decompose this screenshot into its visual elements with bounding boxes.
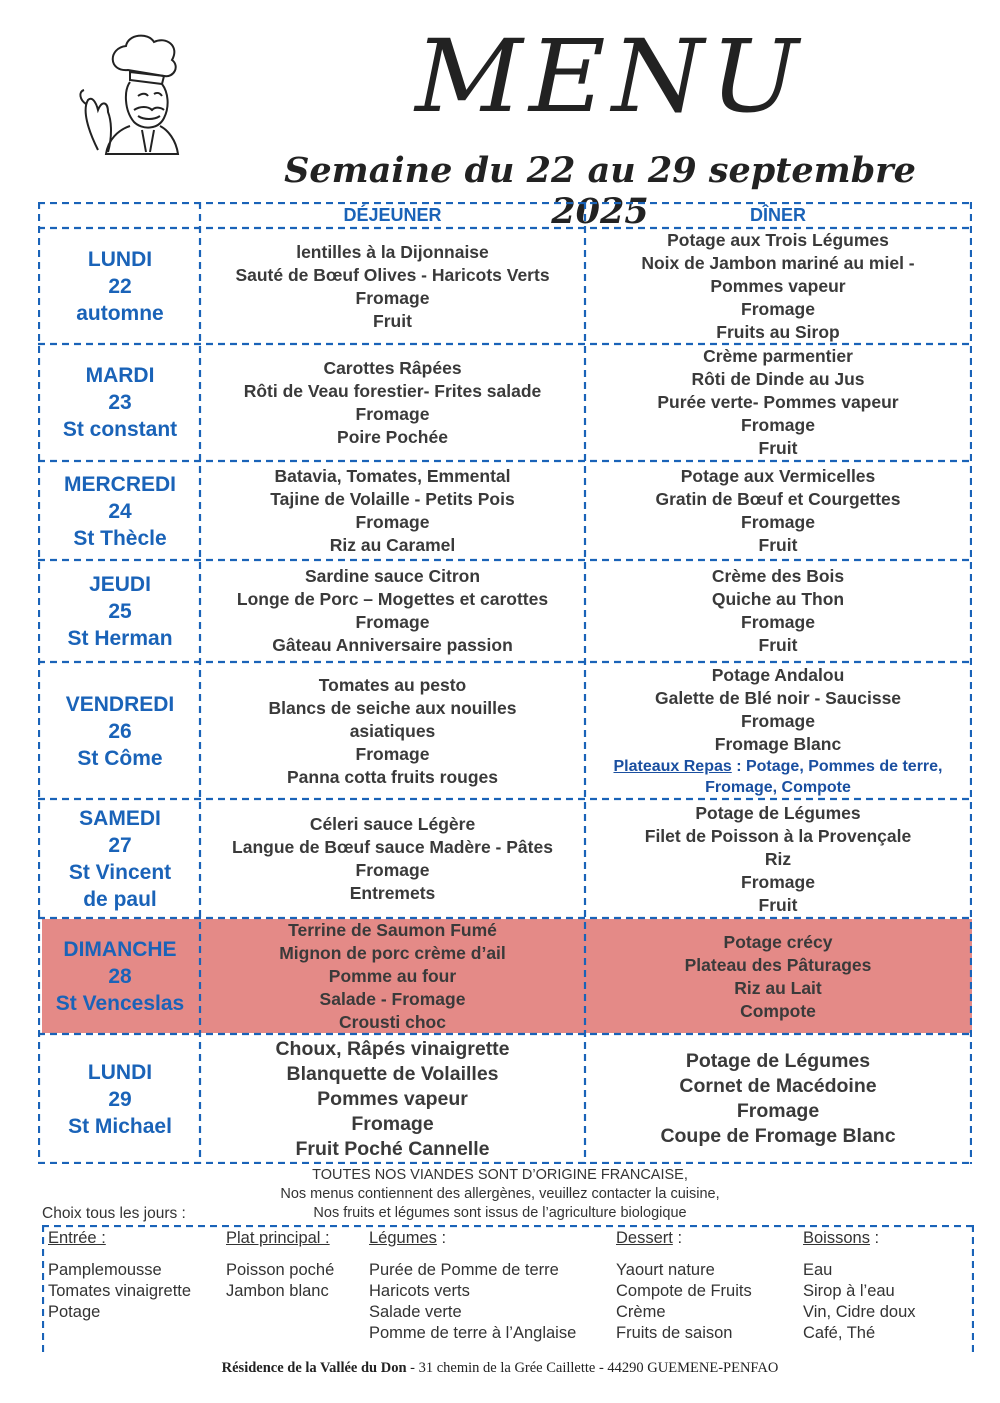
- dish: Fruit: [758, 894, 798, 915]
- dish: Fromage: [736, 1100, 820, 1122]
- day-number: 23: [108, 391, 132, 414]
- choice-item: Poisson poché: [226, 1261, 335, 1279]
- dish: Fruits au Sirop: [716, 322, 840, 342]
- dish: Fromage: [741, 512, 815, 532]
- dish: Fromage: [351, 1112, 434, 1135]
- dish: Fromage: [741, 871, 815, 892]
- dish: Compote: [740, 1000, 816, 1021]
- notes-block: [200, 1166, 800, 1223]
- day-saint: automne: [76, 302, 164, 325]
- plateau-repas-note: [608, 756, 948, 798]
- choice-item: Purée de Pomme de terre: [369, 1261, 559, 1279]
- dish: Noix de Jambon mariné au miel -: [641, 253, 915, 273]
- day-number: 22: [108, 275, 132, 298]
- dish: Pommes vapeur: [710, 276, 846, 296]
- daily-choice-label: Choix tous les jours :: [42, 1205, 186, 1222]
- day-saint: St Herman: [67, 626, 173, 650]
- day-name: VENDREDI: [65, 692, 175, 716]
- dinner-cell: [585, 462, 971, 560]
- dish: Rôti de Veau forestier- Frites salade: [243, 380, 542, 401]
- dish: Potage aux Trois Légumes: [667, 230, 889, 250]
- dish: Tomates au pesto: [318, 674, 467, 695]
- day-number: 29: [108, 1087, 132, 1111]
- day-saint: St Michael: [68, 1114, 172, 1138]
- dish: Fromage: [355, 860, 430, 880]
- dinner-column-header: DÎNER: [749, 205, 806, 225]
- dish: Fruit: [373, 310, 412, 331]
- choice-item: Potage: [48, 1303, 101, 1321]
- dish: Blancs de seiche aux nouilles: [268, 697, 517, 718]
- dish: Crousti choc: [339, 1012, 446, 1032]
- dish: Cornet de Macédoine: [679, 1075, 877, 1097]
- dinner-cell: [585, 561, 971, 661]
- page-title: MENU: [415, 18, 805, 135]
- dish: Céleri sauce Légère: [309, 814, 476, 834]
- dish: Poire Pochée: [337, 426, 448, 447]
- footer-address: [0, 1360, 1000, 1377]
- dish: Salade - Fromage: [319, 989, 466, 1009]
- choice-column-entree: [48, 1228, 191, 1323]
- lunch-cell: [200, 1035, 585, 1163]
- lunch-cell: [200, 919, 585, 1034]
- choice-title: Plat principal :: [226, 1229, 330, 1247]
- dish: Crème des Bois: [711, 566, 845, 586]
- dish: Panna cotta fruits rouges: [286, 766, 498, 787]
- lunch-cell: [200, 229, 585, 344]
- dish: Potage de Légumes: [685, 1050, 871, 1072]
- dish: Fromage: [355, 743, 430, 764]
- dish: Potage Andalou: [711, 665, 845, 685]
- day-cell: [40, 800, 200, 918]
- dish: Riz au Caramel: [329, 535, 456, 555]
- dish: Fruit: [758, 635, 798, 655]
- note-origin: TOUTES NOS VIANDES SONT D’ORIGINE FRANCAISE,: [312, 1167, 688, 1183]
- dish: Fromage: [355, 287, 430, 308]
- day-number: 27: [108, 834, 132, 857]
- choice-column-plat: [226, 1228, 334, 1302]
- choice-item: Pamplemousse: [48, 1261, 162, 1279]
- residence-address: - 31 chemin de la Grée Caillette - 44290 GUEMENE-PENFAO: [406, 1360, 779, 1376]
- dish: Blanquette de Volailles: [286, 1062, 499, 1085]
- day-number: 25: [108, 599, 132, 623]
- dish: lentilles à la Dijonnaise: [296, 241, 489, 262]
- lunch-column-header: DÉJEUNER: [343, 205, 442, 225]
- choice-item: Sirop à l’eau: [803, 1282, 895, 1300]
- dish: Fromage: [355, 612, 430, 632]
- chef-illustration-icon: [68, 30, 218, 180]
- dish: Fruit: [758, 438, 798, 458]
- plateau-repas-link[interactable]: Plateaux Repas: [613, 758, 732, 775]
- dish: Gâteau Anniversaire passion: [272, 635, 513, 655]
- dish: Pommes vapeur: [317, 1087, 468, 1110]
- day-saint: St Thècle: [73, 526, 167, 550]
- plateau-repas-text: : Potage, Pommes de terre, Fromage, Compote: [705, 758, 943, 796]
- choice-title-suffix: :: [869, 1229, 880, 1247]
- dish: Entremets: [349, 883, 436, 903]
- choice-item: Salade verte: [369, 1303, 462, 1321]
- dinner-cell: [585, 919, 971, 1034]
- week-subtitle: Semaine du 22 au 29 septembre 2025: [284, 150, 916, 232]
- day-name: DIMANCHE: [63, 938, 177, 961]
- dish: Sauté de Bœuf Olives - Haricots Verts: [235, 264, 550, 285]
- day-number: 26: [108, 719, 132, 743]
- dish: Coupe de Fromage Blanc: [660, 1125, 896, 1147]
- day-name: JEUDI: [89, 572, 151, 596]
- dish: Longe de Porc – Mogettes et carottes: [236, 589, 549, 609]
- lunch-cell: [200, 800, 585, 918]
- choice-item: Fruits de saison: [616, 1324, 733, 1342]
- choice-title-suffix: :: [672, 1229, 683, 1247]
- dish: Crème parmentier: [703, 346, 853, 366]
- lunch-cell: [200, 663, 585, 799]
- residence-name: Résidence de la Vallée du Don: [221, 1360, 407, 1376]
- day-name: SAMEDI: [79, 807, 161, 830]
- day-cell: [40, 1035, 200, 1163]
- dish: Fromage: [741, 711, 815, 731]
- day-cell: [40, 462, 200, 560]
- day-cell: [40, 345, 200, 460]
- dish: asiatiques: [349, 720, 436, 741]
- lunch-cell: [200, 345, 585, 460]
- choice-item: Haricots verts: [369, 1282, 470, 1300]
- note-allergens: Nos menus contiennent des allergènes, veuillez contacter la cuisine,: [280, 1186, 720, 1202]
- day-cell: [40, 919, 200, 1034]
- choice-item: Compote de Fruits: [616, 1282, 752, 1300]
- dish: Tajine de Volaille - Petits Pois: [270, 489, 515, 509]
- dish: Fromage: [741, 612, 815, 632]
- dish: Langue de Bœuf sauce Madère - Pâtes: [232, 837, 553, 857]
- dish: Gratin de Bœuf et Courgettes: [655, 489, 901, 509]
- day-name: MERCREDI: [63, 472, 176, 496]
- dish: Carottes Râpées: [323, 357, 462, 378]
- dish: Choux, Râpés vinaigrette: [275, 1037, 510, 1060]
- day-saint: St Vincent de paul: [68, 861, 172, 911]
- lunch-cell: [200, 561, 585, 661]
- choice-title-suffix: :: [436, 1229, 447, 1247]
- day-number: 28: [108, 965, 132, 988]
- dish: Sardine sauce Citron: [304, 566, 481, 586]
- dish: Plateau des Pâturages: [684, 954, 872, 975]
- choice-column-boissons: [803, 1228, 916, 1344]
- choice-title: Dessert: [616, 1229, 673, 1247]
- dish: Rôti de Dinde au Jus: [691, 369, 865, 389]
- day-name: LUNDI: [87, 248, 153, 271]
- dish: Mignon de porc crème d’ail: [279, 943, 506, 963]
- dish: Filet de Poisson à la Provençale: [644, 825, 912, 846]
- dinner-cell: [585, 1035, 971, 1163]
- choice-item: Jambon blanc: [226, 1282, 329, 1300]
- dish: Potage aux Vermicelles: [680, 466, 876, 486]
- choice-item: Crème: [616, 1303, 666, 1321]
- choice-title: Entrée :: [48, 1229, 106, 1247]
- dish: Riz au Lait: [734, 977, 822, 998]
- lunch-cell: [200, 462, 585, 560]
- day-saint: St Venceslas: [55, 992, 185, 1015]
- dish: Fruit Poché Cannelle: [295, 1137, 490, 1160]
- dish: Terrine de Saumon Fumé: [288, 920, 497, 940]
- day-cell: [40, 663, 200, 799]
- dish: Fromage: [741, 415, 815, 435]
- dish: Quiche au Thon: [711, 589, 845, 609]
- day-cell: [40, 229, 200, 344]
- day-name: MARDI: [85, 364, 155, 387]
- dinner-cell: [585, 345, 971, 460]
- dish: Fromage: [355, 512, 430, 532]
- choice-item: Vin, Cidre doux: [803, 1303, 916, 1321]
- dish: Fromage Blanc: [714, 734, 842, 754]
- day-cell: [40, 561, 200, 661]
- dish: Pomme au four: [328, 966, 457, 986]
- dish: Fromage: [741, 299, 815, 319]
- dinner-cell: [585, 663, 971, 799]
- dinner-cell: [585, 800, 971, 918]
- dish: Riz: [764, 848, 792, 869]
- day-saint: St constant: [62, 418, 178, 441]
- dish: Batavia, Tomates, Emmental: [274, 466, 511, 486]
- choice-item: Café, Thé: [803, 1324, 876, 1342]
- dish: Fruit: [758, 535, 798, 555]
- choice-item: Pomme de terre à l’Anglaise: [369, 1324, 577, 1342]
- choice-column-legumes: [369, 1228, 576, 1344]
- choice-title: Boissons: [803, 1229, 870, 1247]
- choice-title: Légumes: [369, 1229, 437, 1247]
- day-saint: St Côme: [77, 746, 163, 770]
- dish: Galette de Blé noir - Saucisse: [654, 688, 902, 708]
- dish: Purée verte- Pommes vapeur: [657, 392, 899, 412]
- choice-item: Eau: [803, 1261, 833, 1279]
- dinner-cell: [585, 229, 971, 344]
- choice-item: Tomates vinaigrette: [48, 1282, 192, 1300]
- dish: Potage crécy: [723, 931, 833, 952]
- day-name: LUNDI: [87, 1060, 153, 1084]
- dish: Potage de Légumes: [695, 802, 861, 823]
- day-number: 24: [108, 499, 132, 523]
- choice-column-dessert: [616, 1228, 752, 1344]
- choice-item: Yaourt nature: [616, 1261, 715, 1279]
- note-organic: Nos fruits et légumes sont issus de l’agriculture biologique: [313, 1205, 687, 1221]
- dish: Fromage: [355, 403, 430, 424]
